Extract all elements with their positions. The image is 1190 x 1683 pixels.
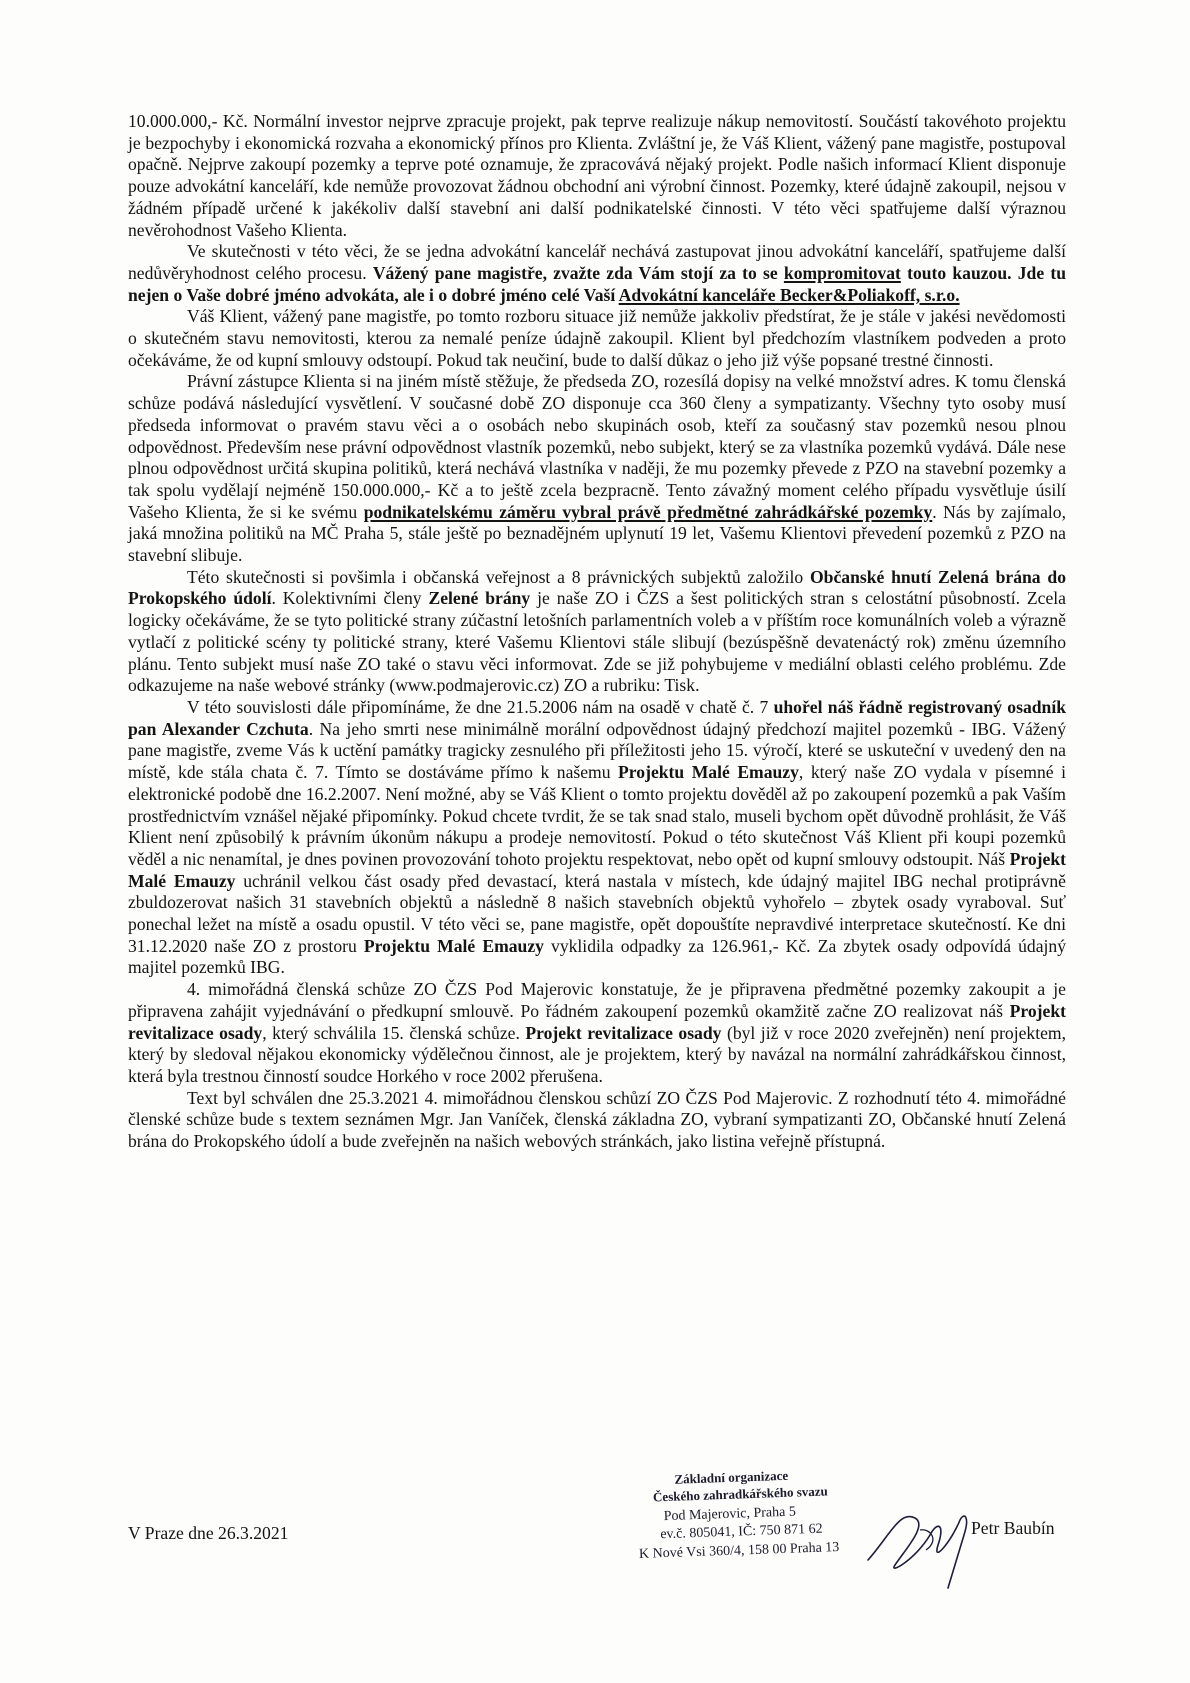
paragraph-text: . Kolektivními členy bbox=[271, 588, 429, 609]
paragraph-text: (byl již v roce 2020 zveřejněn) není projektem, který by sledoval nějakou ekonomicky výdělečnou činnost, ale je projektem, který by navázal na normální zahrádkářskou činnost, která byla trestnou činností soudce Horkého v roce 2002 přerušena. bbox=[128, 1022, 1067, 1086]
handwritten-signature bbox=[860, 1490, 990, 1590]
paragraph-text: 10.000.000,- Kč. Normální investor nejprve zpracuje projekt, pak teprve realizuje nákup nemovitostí. Součástí takovéhoto projektu je bezpochyby i ekonomická rozvaha a ekonomický přínos pro Klienta. Zvláštní je, že Váš Klient, vážený pane magistře, postupoval opačně. Nejprve zakoupí pozemky a teprve poté oznamuje, že zpracovává nějaký projekt. Podle našich informací Klient disponuje pouze advokátní kanceláří, kde nemůže provozovat žádnou obchodní ani výrobní činnost. Pozemky, které údajně zakoupil, nejsou v žádném případě určené k jakékoliv další stavební ani další podnikatelské činnosti. V této věci spatřujeme další výraznou nevěrohodnost Vašeho Klienta. bbox=[128, 111, 1066, 240]
emphasized-text: Projekt revitalizace osady bbox=[128, 1000, 1066, 1043]
letter-body bbox=[128, 111, 1066, 1153]
emphasized-text: Projektu Malé Emauzy bbox=[618, 762, 799, 783]
emphasized-text: Vážený pane magistře, zvažte zda Vám stojí za to se bbox=[372, 262, 784, 283]
paragraph-text: vyklidila odpadky za 126.961,- Kč. Za zbytek osady odpovídá údajný majitel pozemků IBG. bbox=[128, 935, 1066, 978]
paragraph-text: je naše ZO i ČZS a šest politických stran s celostátní působností. Zcela logicky očekáváme, že se tyto politické strany zúčastní letošních parlamentních voleb a v příštím roce komunálních voleb a výrazně vytlačí z politické scény ty politické strany, které Vašemu Klientovi stále slibují (bezúspěšně devatenáctý rok) změnu územního plánu. Tento subjekt musí naše ZO také o stavu věci informovat. Zde se již pohybujeme v mediální oblasti celého problému. Zde odkazujeme na naše webové stránky (www.podmajerovic.cz) ZO a rubriku: Tisk. bbox=[128, 588, 1066, 696]
emphasized-text: Projekt Malé Emauzy bbox=[128, 848, 1066, 891]
stamp-line: K Nové Vsi 360/4, 158 00 Praha 13 bbox=[638, 1540, 840, 1563]
emphasized-text: kompromitovat bbox=[783, 262, 901, 283]
body-paragraph bbox=[128, 979, 1066, 1088]
paragraph-text: . Nás by zajímalo, jaká množina politiků na MČ Praha 5, stále ještě po beznadějném uplynutí 19 let, Vašemu Klientovi převedení pozemků z PZO na stavební slibuje. bbox=[128, 501, 1066, 566]
paragraph-text: , který schválila 15. členská schůze. bbox=[262, 1022, 526, 1043]
emphasized-text: touto kauzou. Jde tu nejen o Vaše dobré jméno advokáta, ale i o dobré jméno celé Vaší bbox=[128, 262, 1066, 305]
paragraph-text: Váš Klient, vážený pane magistře, po tomto rozboru situace již nemůže jakkoliv předstírat, že je stále v jakési nevědomosti o skutečném stavu nemovitosti, kterou za nemalé peníze údajně zakoupil. Klient byl předchozím vlastníkem podveden a proto očekáváme, že od kupní smlouvy odstoupí. Pokud tak neučiní, bude to další důkaz o jeho již výše popsané trestné činnosti. bbox=[128, 306, 1066, 370]
paragraph-text: Text byl schválen dne 25.3.2021 4. mimořádnou členskou schůzí ZO ČZS Pod Majerovic. Z rozhodnutí této 4. mimořádné členské schůze bude s textem seznámen Mgr. Jan Vaníček, členská základna ZO, vybraní sympatizanti ZO, Občanské hnutí Zelená brána do Prokopského údolí a bude zveřejněn na našich webových stránkách, jako listina veřejně přístupná. bbox=[128, 1087, 1066, 1152]
emphasized-text: Projekt revitalizace osady bbox=[525, 1022, 722, 1043]
body-paragraph bbox=[128, 567, 1066, 697]
paragraph-text: Právní zástupce Klienta si na jiném místě stěžuje, že předseda ZO, rozesílá dopisy na velké množství adres. K tomu členská schůze podává následující vysvětlení. V současné době ZO disponuje cca 360 členy a sympatizanty. Všechny tyto osoby musí předseda informovat o pravém stavu věci a o osobách nebo skupinách osob, kteří za současný stav pozemků nesou plnou odpovědnost. Především nese právní odpovědnost vlastník pozemků, nebo subjekt, který se za vlastníka pozemků vydává. Dále nese plnou odpovědnost určitá skupina politiků, která nechává vlastníka v naději, že mu pozemky převede z PZO na stavební pozemky a tak spolu vydělají nejméně 150.000.000,- Kč a to ještě zcela bezpracně. Tento závažný moment celého případu vysvětluje úsilí Vašeho Klienta, že si ke svému bbox=[128, 371, 1066, 522]
paragraph-text: , který naše ZO vydala v písemné i elektronické podobě dne 16.2.2007. Není možné, aby se Váš Klient o tomto projektu dověděl až po zakoupení pozemků a pak Vaším prostřednictvím vznášel nějaké připomínky. Pokud chcete tvrdit, že se tak snad stalo, museli bychom opět důvodně prohlásit, že Váš Klient není způsobilý k právním úkonům nákupu a prodeje nemovitostí. Pokud o této skutečnost Váš Klient při koupi pozemků věděl a nic nenamítal, je dnes povinen provozování tohoto projektu respektovat, nebo opět od kupní smlouvy odstoupit. Náš bbox=[128, 762, 1067, 869]
body-paragraph bbox=[128, 371, 1066, 566]
emphasized-text: uhořel náš řádně registrovaný osadník pan Alexander Czchuta bbox=[128, 696, 1066, 739]
emphasized-text: Zelené brány bbox=[428, 588, 531, 609]
paragraph-text: 4. mimořádná členská schůze ZO ČZS Pod Majerovic konstatuje, že je připravena předmětné pozemky zakoupit a je připravena zahájit vyjednávání o předkupní smlouvě. Po řádném zakoupení pozemků okamžitě začne ZO realizovat náš bbox=[128, 979, 1066, 1021]
emphasized-text: Advokátní kanceláře Becker&Poliakoff, s.r.o. bbox=[618, 284, 960, 305]
body-paragraph bbox=[128, 306, 1066, 371]
stamp-line: Pod Majerovic, Praha 5 bbox=[663, 1504, 797, 1525]
emphasized-text: podnikatelskému záměru vybral právě předmětné zahrádkářské pozemky bbox=[363, 501, 933, 522]
body-paragraph bbox=[128, 241, 1066, 306]
body-paragraph bbox=[128, 697, 1066, 979]
paragraph-text: . Na jeho smrti nese minimálně morální odpovědnost údajný předchozí majitel pozemků - IBG. Vážený pane magistře, zveme Vás k uctění památky tragicky zesnulého při příležitosti jeho 15. výročí, které se uskuteční v uvedený den na místě, kde stála chata č. 7. Tímto se dostáváme přímo k našemu bbox=[128, 718, 1066, 783]
stamp-line: ev.č. 805041, IČ: 750 871 62 bbox=[660, 1521, 823, 1543]
paragraph-text: V této souvislosti dále připomínáme, že dne 21.5.2006 nám na osadě v chatě č. 7 bbox=[187, 696, 774, 717]
paragraph-text: Této skutečnosti si povšimla i občanská veřejnost a 8 právnických subjektů založilo bbox=[187, 566, 810, 587]
stamp-line: Českého zahradkářského svazu bbox=[652, 1483, 828, 1505]
paragraph-text: Ve skutečnosti v této věci, že se jedna advokátní kancelář nechává zastupovat jinou advokátní kanceláří, spatřujeme další nedůvěryhodnost celého procesu. bbox=[128, 241, 1066, 283]
place-date-line: V Praze dne 26.3.2021 bbox=[128, 1523, 289, 1543]
emphasized-text: Občanské hnutí Zelená brána do Prokopského údolí bbox=[128, 566, 1066, 609]
body-paragraph bbox=[128, 1088, 1066, 1153]
stamp-line: Základní organizace bbox=[674, 1467, 789, 1487]
emphasized-text: Projektu Malé Emauzy bbox=[363, 935, 544, 956]
body-paragraph bbox=[128, 111, 1066, 241]
signer-name: Petr Baubín bbox=[971, 1518, 1055, 1538]
paragraph-text: uchránil velkou část osady před devastací, která nastala v místech, kde údajný majitel IBG nechal protiprávně zbuldozerovat našich 31 stavebních objektů a následně 8 našich stavebních objektů vyhořelo – zbytek osady vyraboval. Suť ponechal ležet na místě a osadu opustil. V této věci se, pane magistře, opět dopouštíte nepravdivé interpretace skutečností. Ke dni 31.12.2020 naše ZO z prostoru bbox=[128, 870, 1066, 956]
